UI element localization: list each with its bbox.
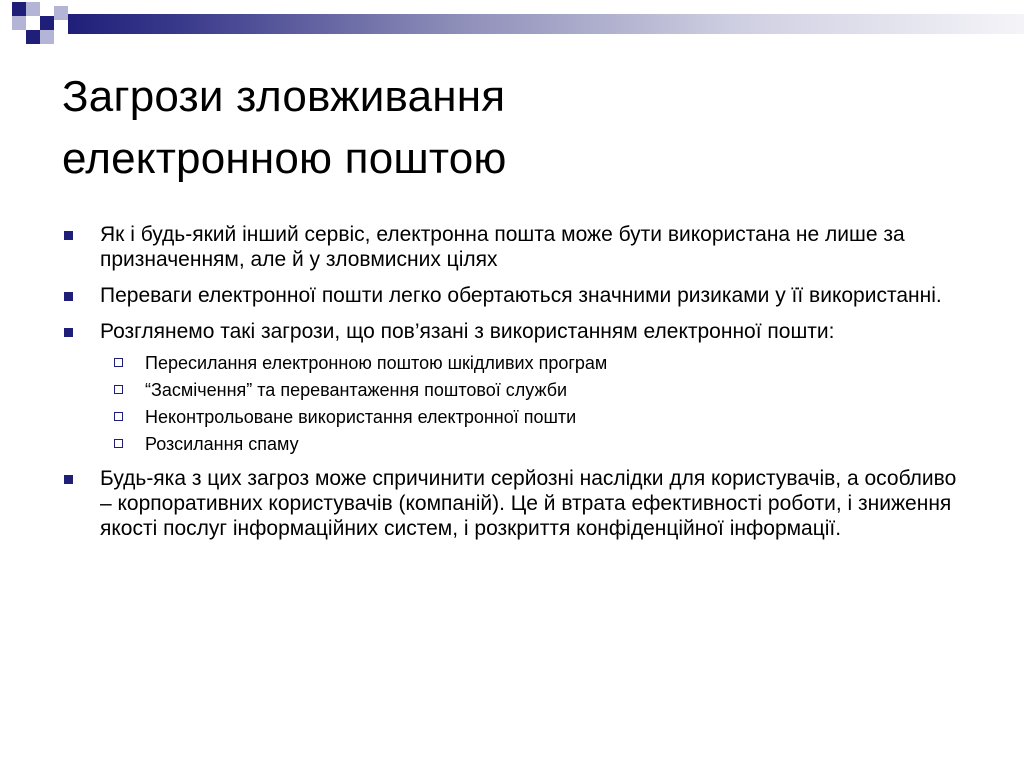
sub-bullet-item (100, 434, 972, 455)
slide-title (62, 66, 962, 190)
hollow-square-bullet-icon (114, 439, 123, 448)
sub-bullet-item (100, 380, 972, 401)
decor-square (54, 6, 68, 20)
sub-bullet-list (100, 353, 972, 455)
decor-square (26, 2, 40, 16)
hollow-square-bullet-icon (114, 385, 123, 394)
bullet-list (62, 222, 972, 552)
bullet-item (62, 466, 972, 541)
hollow-square-bullet-icon (114, 358, 123, 367)
sub-bullet-text: Розсилання спаму (145, 434, 299, 454)
hollow-square-bullet-icon (114, 412, 123, 421)
bullet-text: Переваги електронної пошти легко обертаються значними ризиками у її використанні. (100, 284, 942, 307)
bullet-item (62, 319, 972, 455)
bullet-text: Будь-яка з цих загроз може спричинити серйозні наслідки для користувачів, а особливо – корпоративних користувачів (компаній). Це й втрата ефективності роботи, і зниження якості послуг інформаційних систем, і розкриття конфіденційної інформації. (100, 467, 957, 540)
filled-square-bullet-icon (64, 292, 73, 301)
bullet-item (62, 222, 972, 272)
filled-square-bullet-icon (64, 328, 73, 337)
sub-bullet-text: Пересилання електронною поштою шкідливих програм (145, 353, 608, 373)
decor-square (12, 16, 26, 30)
sub-bullet-text: “Засмічення” та перевантаження поштової служби (145, 380, 568, 400)
decor-square (26, 30, 40, 44)
decor-square (12, 2, 26, 16)
bullet-text: Розглянемо такі загрози, що пов’язані з використанням електронної пошти: (100, 320, 835, 343)
header-decoration (0, 0, 1024, 48)
bullet-item (62, 283, 972, 308)
filled-square-bullet-icon (64, 231, 73, 240)
slide-title-line-1: Загрози зловживання (62, 72, 506, 121)
slide-title-line-2: електронною поштою (62, 134, 507, 183)
decor-square (40, 30, 54, 44)
bullet-text: Як і будь-який інший сервіс, електронна пошта може бути використана не лише за призначенням, але й у зловмисних цілях (100, 223, 905, 271)
header-gradient-bar (68, 14, 1024, 34)
sub-bullet-text: Неконтрольоване використання електронної пошти (145, 407, 577, 427)
filled-square-bullet-icon (64, 475, 73, 484)
sub-bullet-item (100, 353, 972, 374)
sub-bullet-item (100, 407, 972, 428)
decor-square (40, 16, 54, 30)
